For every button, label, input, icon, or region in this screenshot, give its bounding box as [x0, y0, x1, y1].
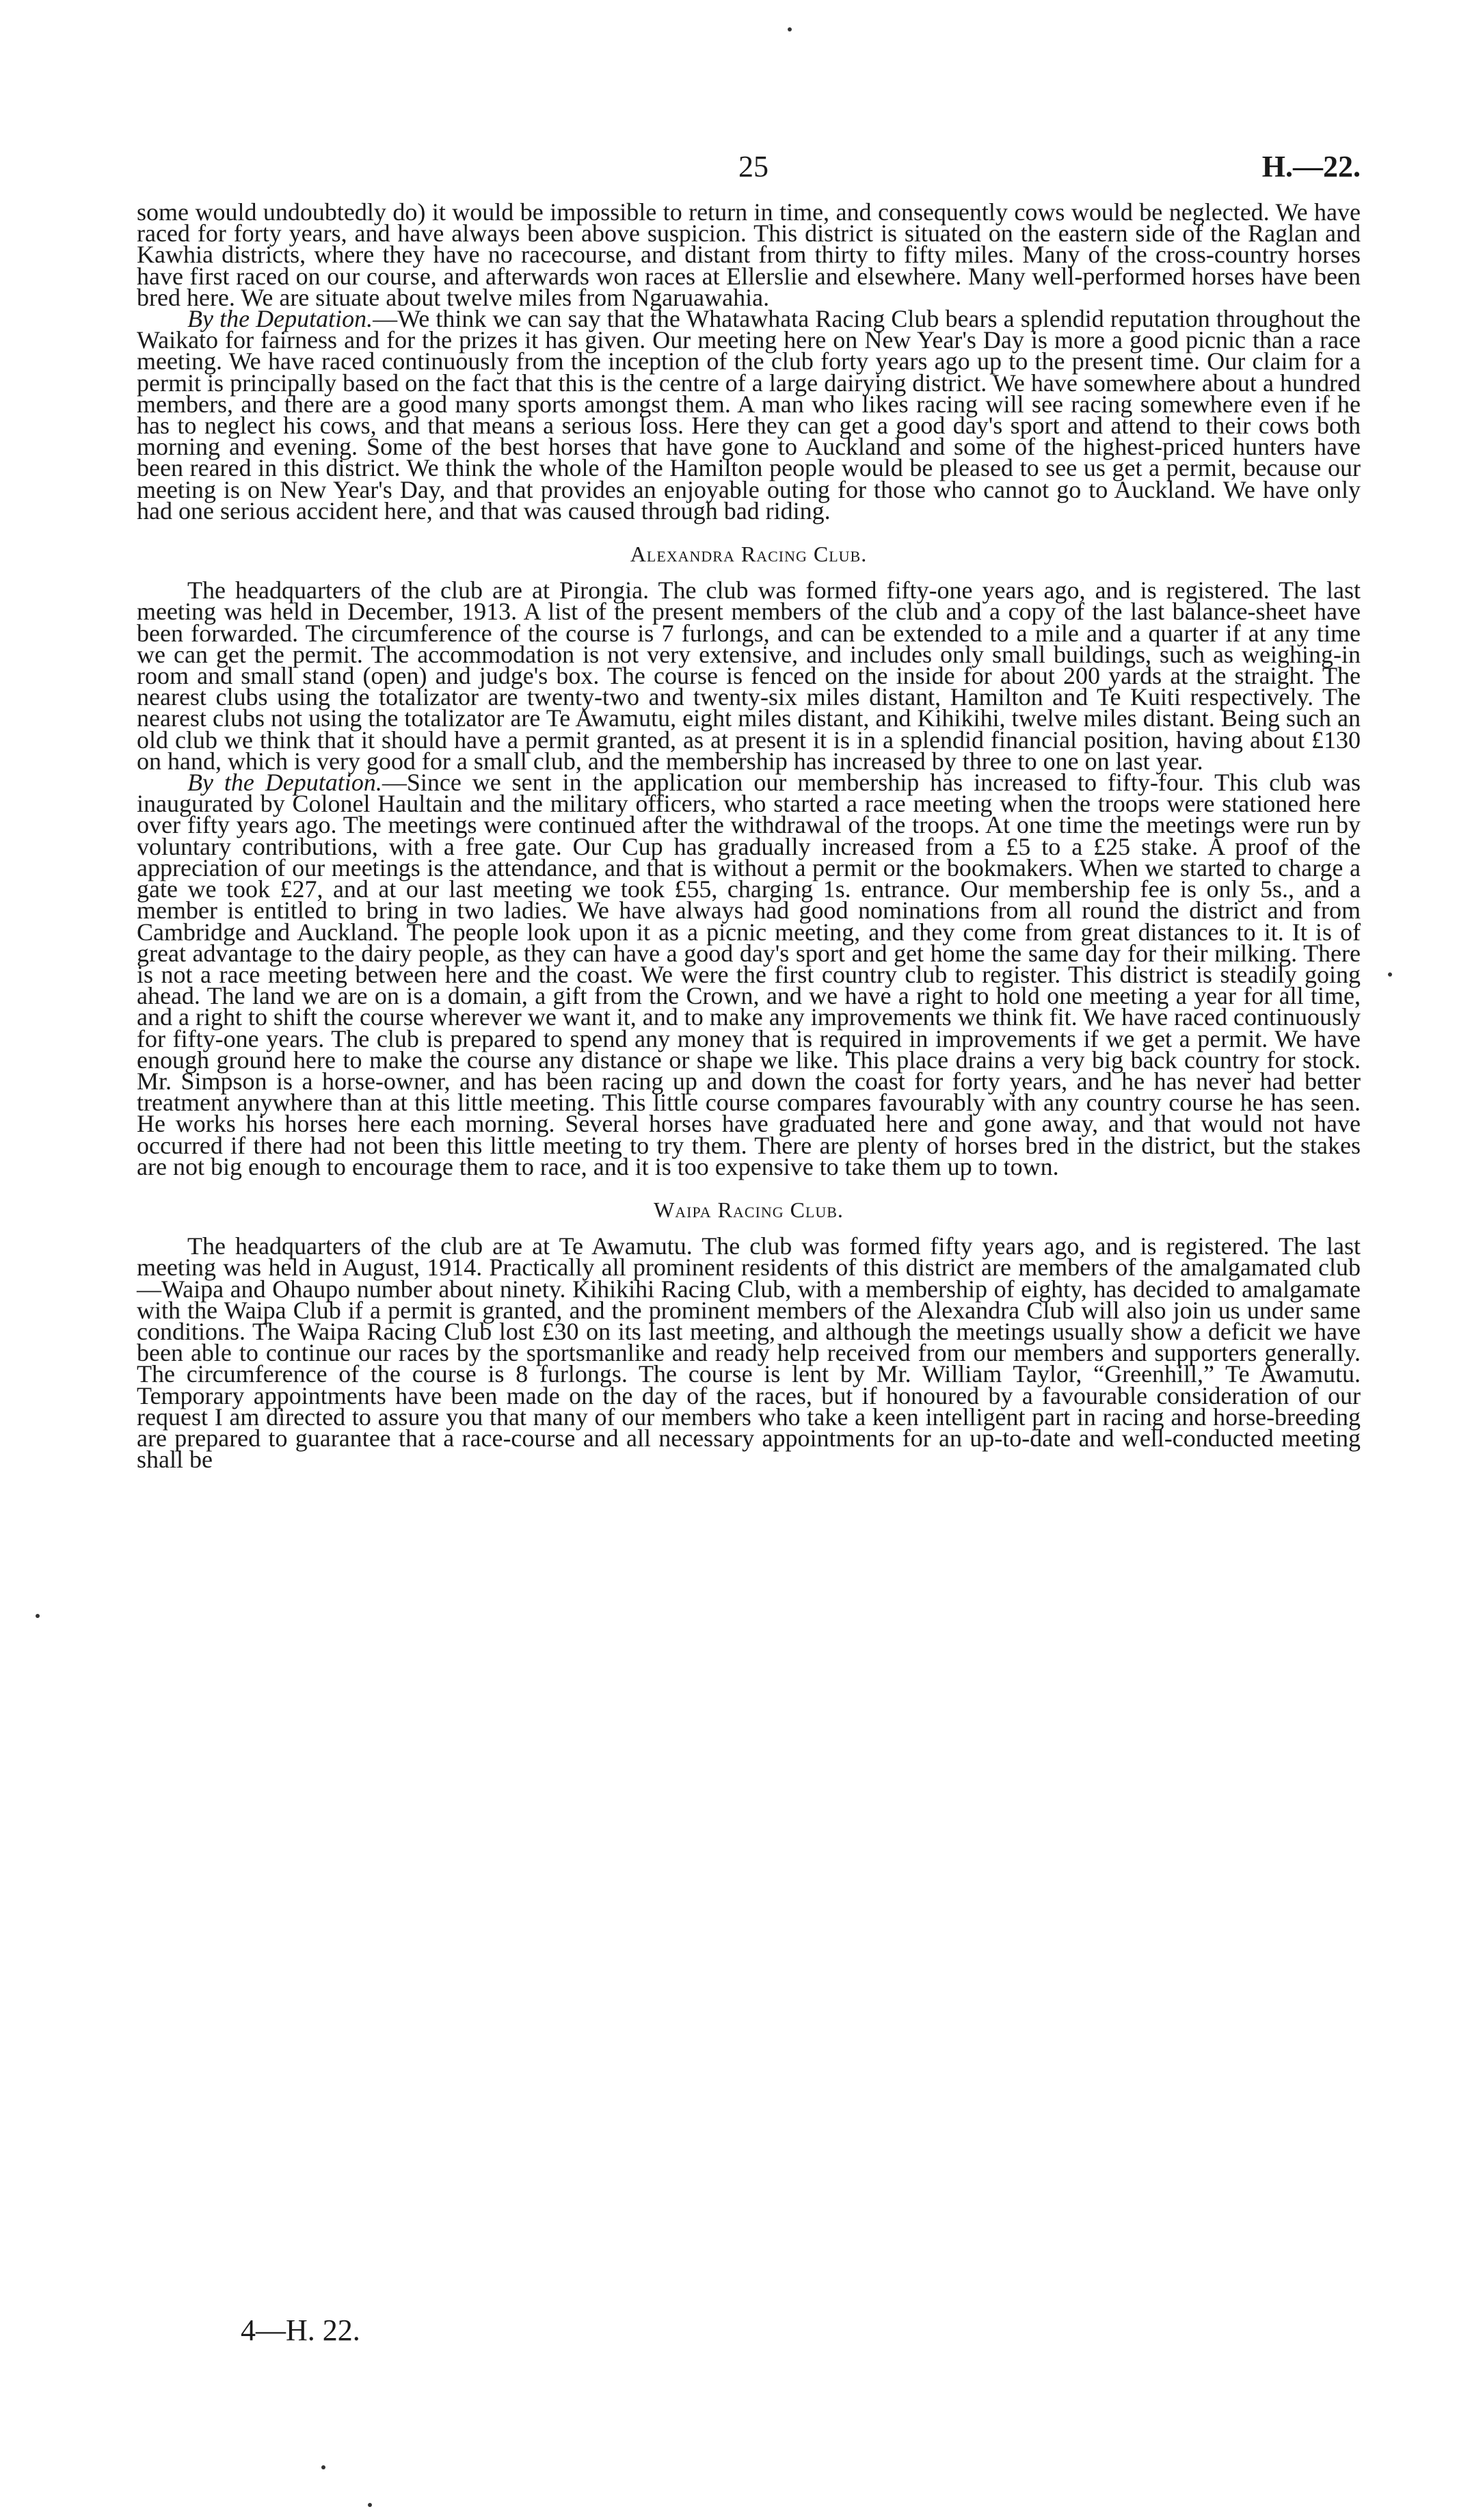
paragraph-text: —Since we sent in the application our membership has increased to fifty-four. This club was inaugurated by Colonel Haultain and the military officers, who started a race meeting when the troops were stationed here over fifty years ago. The meetings were continued after the withdrawal of the troops. At one time the meetings were run by voluntary contributions, with a free gate. Our Cup has gradually increased from a £5 to a £25 stake. A proof of the appreciation of our meetings is the attendance, and that is without a permit or the bookmakers. When we started to charge a gate we took £27, and at our last meeting we took £55, charging 1s. entrance. Our membership fee is only 5s., and a member is entitled to bring in two ladies. We have always had good nominations from all round the district and from Cambridge and Auckland. The people look upon it as a picnic meeting, and they come from great distances to it. It is of great advantage to the dairy people, as they can have a good day's sport and get home the same day for their milking. There is not a race meeting between here and the coast. We were the first country club to register. This district is steadily going ahead. The land we are on is a domain, a gift from the Crown, and we have a right to hold one meeting a year for all time, and a right to shift the course wherever we want it, and to make any improvements we think fit. We have raced continuously for fifty-one years. The club is prepared to spend any money that is required in improvements if we get a permit. We have enough ground here to make the course any distance or shape we like. This place drains a very big back country for stock. Mr. Simpson is a horse-owner, and has been racing up and down the coast for forty years, and he has never had better treatment anywhere than at this little meeting. This little course compares favourably with any country course he has seen. He works his horses here each morning. Several horses have graduated here and gone away, and that would not have occurred if there had not been this little meeting to try them. There are plenty of horses bred in the district, but the stakes are not big enough to encourage them to race, and it is too expensive to take them up to town.	[137, 769, 1361, 1180]
section-heading-alexandra: Alexandra Racing Club.	[630, 542, 868, 567]
scan-speck	[788, 27, 792, 31]
paragraph: some would undoubtedly do) it would be impossible to return in time, and consequently cows would be neglected. We have raced for forty years, and have always been above suspicion. This district is situated on the eastern side of the Raglan and Kawhia districts, where they have no racecourse, and distant from thirty to fifty miles. Many of the cross-country horses have first raced on our course, and afterwards won races at Ellerslie and elsewhere. Many well-performed horses have been bred here. We are situate about twelve miles from Ngaruawahia.	[137, 198, 1361, 311]
body-text	[137, 198, 1361, 1474]
document-reference: H.—22.	[1261, 150, 1361, 183]
paragraph	[137, 305, 1361, 525]
scan-speck	[36, 1614, 40, 1618]
paragraph: The headquarters of the club are at Te Awamutu. The club was formed fifty years ago, and is registered. The last meeting was held in August, 1914. Practically all prominent residents of this district are members of the amalgamated club—Waipa and Ohaupo number about ninety. Kihikihi Racing Club, with a membership of eighty, has decided to amalgamate with the Waipa Club if a permit is granted, and the prominent members of the Alexandra Club will also join us under same conditions. The Waipa Racing Club lost £30 on its last meeting, and although the meetings usually show a deficit we have been able to continue our races by the sportsmanlike and ready help received from our members and supporters generally. The circumference of the course is 8 furlongs. The course is lent by Mr. William Taylor, “Greenhill,” Te Awamutu. Temporary appointments have been made on the day of the races, but if honoured by a favourable consideration of our request I am directed to assure you that many of our members who take a keen intelligent part in racing and horse-breeding are prepared to guarantee that a race-course and all necessary appointments for an up-to-date and well-conducted meeting shall be	[137, 1232, 1361, 1474]
page-header	[137, 149, 1361, 190]
paragraph-text: —We think we can say that the Whatawhata Racing Club bears a splendid reputation throughout the Waikato for fairness and for the prizes it has given. Our meeting here on New Year's Day is more a good picnic than a race meeting. We have raced continuously from the inception of the club forty years ago up to the present time. Our claim for a permit is principally based on the fact that this is the centre of a large dairying district. We have somewhere about a hundred members, and there are a good many sports amongst them. A man who likes racing will see racing somewhere even if he has to neglect his cows, and that means a serious loss. Here they can get a good day's sport and attend to their cows both morning and evening. Some of the best horses that have gone to Auckland and some of the highest-priced hunters have been reared in this district. We think the whole of the Hamilton people would be pleased to see us get a permit, because our meeting is on New Year's Day, and that provides an enjoyable outing for those who cannot go to Auckland. We have only had one serious accident here, and that was caused through bad riding.	[137, 305, 1361, 525]
section-heading-waipa: Waipa Racing Club.	[654, 1197, 844, 1222]
scan-speck	[321, 2465, 325, 2469]
speaker-label: By the Deputation.	[187, 305, 373, 333]
paragraph: The headquarters of the club are at Pirongia. The club was formed fifty-one years ago, and is registered. The last meeting was held in December, 1913. A list of the present members of the club and a copy of the last balance-sheet have been forwarded. The circumference of the course is 7 furlongs, and can be extended to a mile and a quarter if at any time we can get the permit. The accommodation is not very extensive, and includes only small buildings, such as weighing-in room and small stand (open) and judge's box. The course is fenced on the inside for about 200 yards at the straight. The nearest clubs using the totalizator are twenty-two and twenty-six miles distant, Hamilton and Te Kuiti respectively. The nearest clubs not using the totalizator are Te Awamutu, eight miles distant, and Kihikihi, twelve miles distant. Being such an old club we think that it should have a permit granted, as at present it is in a splendid financial position, having about £130 on hand, which is very good for a small club, and the membership has increased by three to one on last year.	[137, 576, 1361, 775]
scan-speck	[1388, 972, 1392, 977]
scan-speck	[368, 2503, 372, 2507]
signature-mark: 4—H. 22.	[241, 2313, 360, 2347]
paragraph	[137, 769, 1361, 1180]
page-number: 25	[738, 150, 769, 183]
speaker-label: By the Deputation.	[187, 769, 382, 797]
